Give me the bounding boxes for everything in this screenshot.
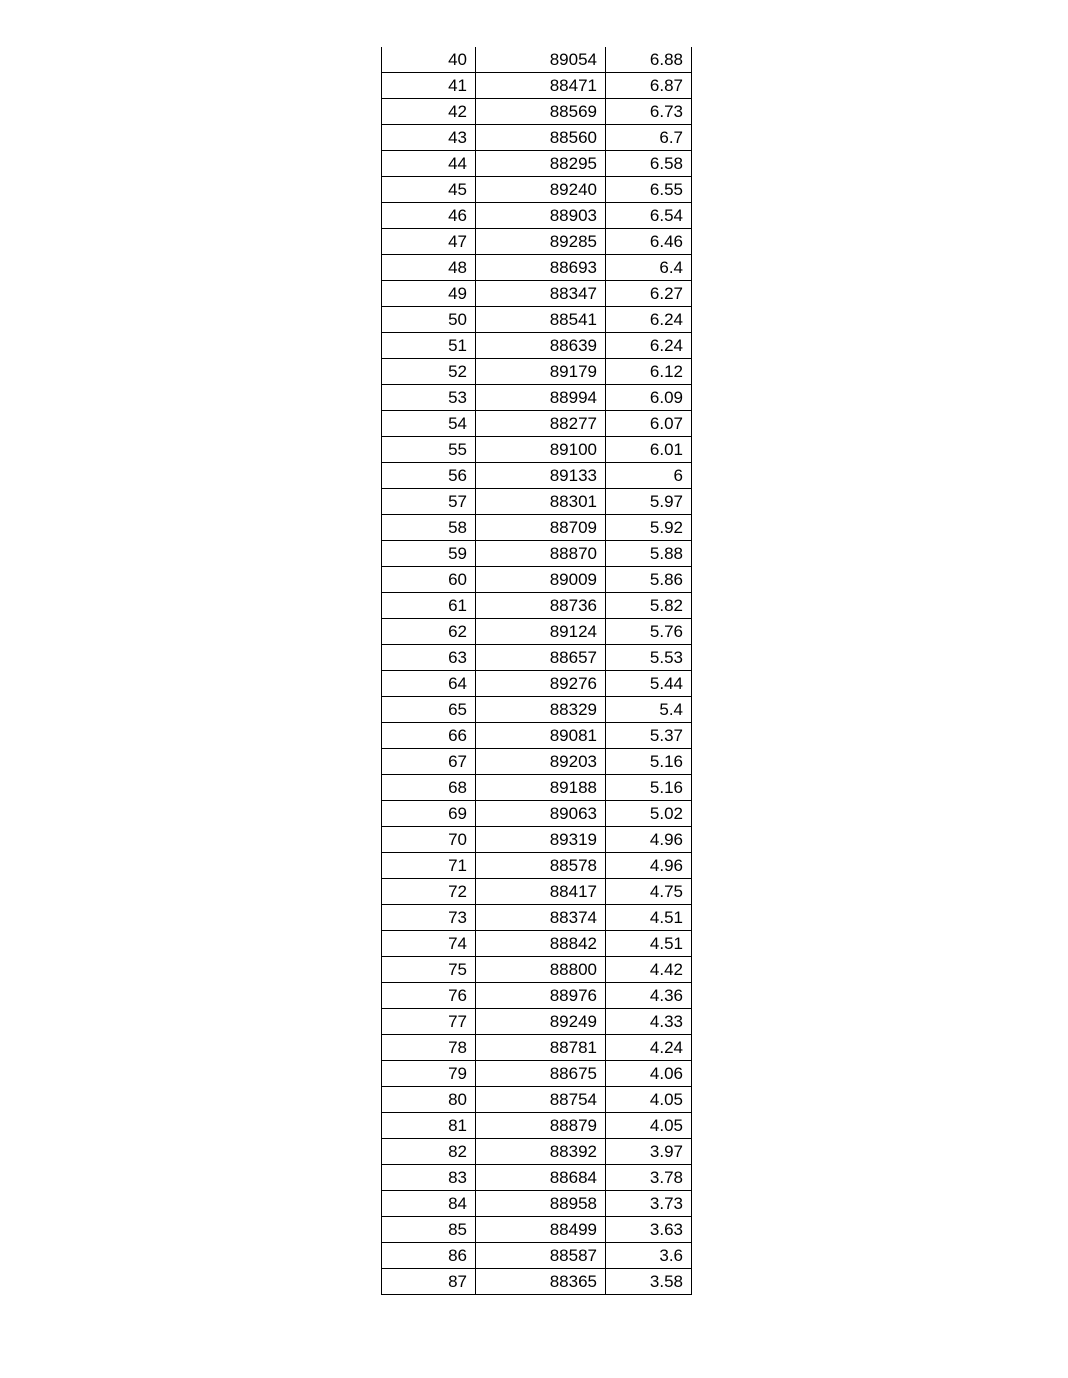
value-cell: 4.96 — [606, 853, 692, 879]
value-cell: 6.07 — [606, 411, 692, 437]
rank-cell: 55 — [382, 437, 476, 463]
rank-cell: 80 — [382, 1087, 476, 1113]
value-cell: 3.78 — [606, 1165, 692, 1191]
id-cell: 89133 — [476, 463, 606, 489]
rank-cell: 75 — [382, 957, 476, 983]
value-cell: 5.86 — [606, 567, 692, 593]
rank-cell: 70 — [382, 827, 476, 853]
value-cell: 6.27 — [606, 281, 692, 307]
table-row — [382, 73, 692, 99]
table-row — [382, 151, 692, 177]
id-cell: 88347 — [476, 281, 606, 307]
id-cell: 88541 — [476, 307, 606, 333]
id-cell: 89276 — [476, 671, 606, 697]
rank-cell: 65 — [382, 697, 476, 723]
id-cell: 88736 — [476, 593, 606, 619]
value-cell: 5.37 — [606, 723, 692, 749]
rank-cell: 72 — [382, 879, 476, 905]
rank-cell: 51 — [382, 333, 476, 359]
id-cell: 88994 — [476, 385, 606, 411]
rank-cell: 66 — [382, 723, 476, 749]
id-cell: 88976 — [476, 983, 606, 1009]
id-cell: 88675 — [476, 1061, 606, 1087]
id-cell: 88295 — [476, 151, 606, 177]
table-row — [382, 515, 692, 541]
id-cell: 88277 — [476, 411, 606, 437]
table-row — [382, 229, 692, 255]
table-row — [382, 957, 692, 983]
id-cell: 88560 — [476, 125, 606, 151]
id-cell: 88903 — [476, 203, 606, 229]
value-cell: 6.54 — [606, 203, 692, 229]
value-cell: 5.4 — [606, 697, 692, 723]
table-row — [382, 437, 692, 463]
rank-cell: 74 — [382, 931, 476, 957]
id-cell: 88709 — [476, 515, 606, 541]
id-cell: 88693 — [476, 255, 606, 281]
rank-cell: 57 — [382, 489, 476, 515]
id-cell: 89081 — [476, 723, 606, 749]
value-cell: 4.05 — [606, 1113, 692, 1139]
value-cell: 4.96 — [606, 827, 692, 853]
value-cell: 3.58 — [606, 1269, 692, 1295]
value-cell: 4.75 — [606, 879, 692, 905]
id-cell: 89179 — [476, 359, 606, 385]
value-cell: 4.42 — [606, 957, 692, 983]
rank-cell: 68 — [382, 775, 476, 801]
table-row — [382, 619, 692, 645]
value-cell: 6.24 — [606, 307, 692, 333]
table-row — [382, 1113, 692, 1139]
value-cell: 5.16 — [606, 775, 692, 801]
table-row — [382, 1035, 692, 1061]
rank-cell: 64 — [382, 671, 476, 697]
value-cell: 6.09 — [606, 385, 692, 411]
value-cell: 4.51 — [606, 931, 692, 957]
table-row — [382, 801, 692, 827]
id-cell: 88499 — [476, 1217, 606, 1243]
id-cell: 88684 — [476, 1165, 606, 1191]
id-cell: 88800 — [476, 957, 606, 983]
id-cell: 88569 — [476, 99, 606, 125]
value-cell: 5.02 — [606, 801, 692, 827]
rank-cell: 77 — [382, 1009, 476, 1035]
rank-cell: 59 — [382, 541, 476, 567]
value-cell: 5.97 — [606, 489, 692, 515]
value-cell: 3.63 — [606, 1217, 692, 1243]
table-row — [382, 1191, 692, 1217]
value-cell: 4.06 — [606, 1061, 692, 1087]
value-cell: 4.36 — [606, 983, 692, 1009]
table-row — [382, 489, 692, 515]
table-row — [382, 749, 692, 775]
id-cell: 89285 — [476, 229, 606, 255]
spreadsheet-page — [381, 47, 691, 1295]
rank-cell: 62 — [382, 619, 476, 645]
id-cell: 88365 — [476, 1269, 606, 1295]
rank-cell: 60 — [382, 567, 476, 593]
table-row — [382, 567, 692, 593]
table-row — [382, 281, 692, 307]
id-cell: 89240 — [476, 177, 606, 203]
table-row — [382, 47, 692, 73]
value-cell: 4.24 — [606, 1035, 692, 1061]
table-row — [382, 99, 692, 125]
value-cell: 6.87 — [606, 73, 692, 99]
value-cell: 6.58 — [606, 151, 692, 177]
table-row — [382, 983, 692, 1009]
value-cell: 6.55 — [606, 177, 692, 203]
id-cell: 88578 — [476, 853, 606, 879]
value-cell: 3.73 — [606, 1191, 692, 1217]
rank-cell: 63 — [382, 645, 476, 671]
value-cell: 6.73 — [606, 99, 692, 125]
id-cell: 88781 — [476, 1035, 606, 1061]
value-cell: 5.92 — [606, 515, 692, 541]
value-cell: 6.01 — [606, 437, 692, 463]
table-row — [382, 463, 692, 489]
rank-cell: 47 — [382, 229, 476, 255]
table-row — [382, 385, 692, 411]
rank-cell: 45 — [382, 177, 476, 203]
table-row — [382, 723, 692, 749]
value-cell: 4.05 — [606, 1087, 692, 1113]
rank-cell: 81 — [382, 1113, 476, 1139]
value-cell: 4.51 — [606, 905, 692, 931]
table-row — [382, 203, 692, 229]
rank-cell: 42 — [382, 99, 476, 125]
id-cell: 88374 — [476, 905, 606, 931]
table-row — [382, 255, 692, 281]
rank-cell: 46 — [382, 203, 476, 229]
table-row — [382, 1087, 692, 1113]
id-cell: 88471 — [476, 73, 606, 99]
id-cell: 89124 — [476, 619, 606, 645]
id-cell: 89054 — [476, 47, 606, 73]
rank-cell: 69 — [382, 801, 476, 827]
table-row — [382, 931, 692, 957]
value-cell: 6.12 — [606, 359, 692, 385]
value-cell: 6 — [606, 463, 692, 489]
table-row — [382, 1165, 692, 1191]
rank-cell: 82 — [382, 1139, 476, 1165]
id-cell: 88587 — [476, 1243, 606, 1269]
rank-cell: 49 — [382, 281, 476, 307]
rank-cell: 78 — [382, 1035, 476, 1061]
table-row — [382, 853, 692, 879]
id-cell: 89063 — [476, 801, 606, 827]
id-cell: 88879 — [476, 1113, 606, 1139]
table-row — [382, 359, 692, 385]
table-row — [382, 333, 692, 359]
value-cell: 6.88 — [606, 47, 692, 73]
rank-cell: 85 — [382, 1217, 476, 1243]
id-cell: 88657 — [476, 645, 606, 671]
id-cell: 89319 — [476, 827, 606, 853]
table-row — [382, 1217, 692, 1243]
table-row — [382, 1061, 692, 1087]
rank-cell: 54 — [382, 411, 476, 437]
rank-cell: 73 — [382, 905, 476, 931]
rank-cell: 53 — [382, 385, 476, 411]
id-cell: 89100 — [476, 437, 606, 463]
rank-cell: 41 — [382, 73, 476, 99]
id-cell: 88417 — [476, 879, 606, 905]
value-cell: 3.97 — [606, 1139, 692, 1165]
id-cell: 88842 — [476, 931, 606, 957]
value-cell: 5.44 — [606, 671, 692, 697]
id-cell: 88392 — [476, 1139, 606, 1165]
value-cell: 5.76 — [606, 619, 692, 645]
rank-cell: 40 — [382, 47, 476, 73]
table-row — [382, 593, 692, 619]
value-cell: 6.4 — [606, 255, 692, 281]
rank-cell: 79 — [382, 1061, 476, 1087]
value-cell: 4.33 — [606, 1009, 692, 1035]
rank-cell: 87 — [382, 1269, 476, 1295]
table-row — [382, 775, 692, 801]
table-body — [382, 47, 692, 1295]
value-cell: 5.16 — [606, 749, 692, 775]
table-row — [382, 1269, 692, 1295]
id-cell: 89188 — [476, 775, 606, 801]
table-row — [382, 827, 692, 853]
id-cell: 89203 — [476, 749, 606, 775]
rank-cell: 44 — [382, 151, 476, 177]
value-cell: 3.6 — [606, 1243, 692, 1269]
table-row — [382, 125, 692, 151]
rank-cell: 52 — [382, 359, 476, 385]
table-row — [382, 1009, 692, 1035]
rank-cell: 76 — [382, 983, 476, 1009]
data-table — [381, 47, 692, 1295]
table-row — [382, 879, 692, 905]
rank-cell: 61 — [382, 593, 476, 619]
table-row — [382, 411, 692, 437]
value-cell: 5.88 — [606, 541, 692, 567]
rank-cell: 58 — [382, 515, 476, 541]
rank-cell: 50 — [382, 307, 476, 333]
id-cell: 88754 — [476, 1087, 606, 1113]
rank-cell: 83 — [382, 1165, 476, 1191]
rank-cell: 56 — [382, 463, 476, 489]
rank-cell: 67 — [382, 749, 476, 775]
rank-cell: 86 — [382, 1243, 476, 1269]
value-cell: 5.53 — [606, 645, 692, 671]
table-row — [382, 307, 692, 333]
id-cell: 88329 — [476, 697, 606, 723]
table-row — [382, 671, 692, 697]
id-cell: 88639 — [476, 333, 606, 359]
rank-cell: 48 — [382, 255, 476, 281]
value-cell: 6.46 — [606, 229, 692, 255]
table-row — [382, 905, 692, 931]
id-cell: 89009 — [476, 567, 606, 593]
id-cell: 88958 — [476, 1191, 606, 1217]
rank-cell: 84 — [382, 1191, 476, 1217]
value-cell: 6.24 — [606, 333, 692, 359]
table-row — [382, 645, 692, 671]
table-row — [382, 177, 692, 203]
id-cell: 89249 — [476, 1009, 606, 1035]
id-cell: 88870 — [476, 541, 606, 567]
table-row — [382, 1243, 692, 1269]
rank-cell: 71 — [382, 853, 476, 879]
value-cell: 5.82 — [606, 593, 692, 619]
id-cell: 88301 — [476, 489, 606, 515]
value-cell: 6.7 — [606, 125, 692, 151]
table-row — [382, 541, 692, 567]
table-row — [382, 697, 692, 723]
table-row — [382, 1139, 692, 1165]
rank-cell: 43 — [382, 125, 476, 151]
